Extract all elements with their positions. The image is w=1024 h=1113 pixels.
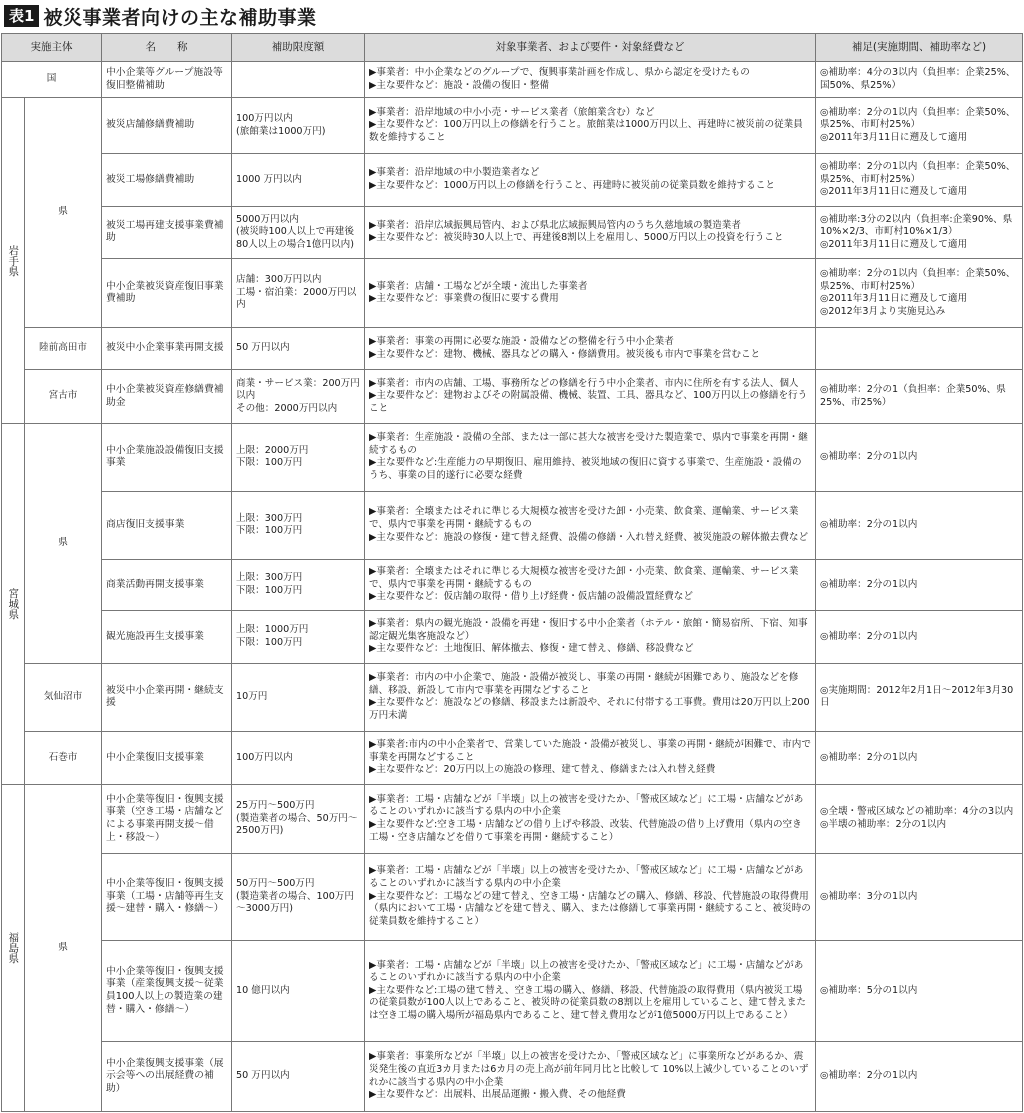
notes-cell bbox=[816, 853, 1023, 940]
details-line: ▶主な要件など：1000万円以上の修繕を行うこと、再建時に被災前の従業員数を維持すること bbox=[369, 179, 775, 191]
table-row bbox=[2, 424, 1023, 492]
program-name-cell: 被災店舗修繕費補助 bbox=[102, 98, 232, 154]
details-cell bbox=[365, 611, 816, 664]
details-cell bbox=[365, 663, 816, 731]
table-row bbox=[2, 853, 1023, 940]
limit-line: 下限：100万円 bbox=[236, 584, 303, 596]
program-name-cell: 中小企業復興支援事業（展示会等への出展経費の補助） bbox=[102, 1042, 232, 1112]
entity-iwate-ken: 県 bbox=[25, 98, 102, 328]
prefecture-iwate: 岩手県 bbox=[2, 98, 25, 424]
details-line: ▶事業者：工場・店舗などが「半壊」以上の被害を受けたか、「警戒区域など」に工場・店舗などがあることのいずれかに該当する県内の中小企業 bbox=[369, 793, 804, 818]
limit-cell bbox=[232, 370, 365, 424]
notes-line: ◎半壊の補助率：2分の1以内 bbox=[820, 819, 947, 831]
notes-cell bbox=[816, 98, 1023, 154]
details-line: ▶事業者：市内の店舗、工場、事務所などの修繕を行う中小企業者、市内に住所を有する法人、個人 bbox=[369, 377, 799, 389]
notes-line: ◎補助率：2分の1（負担率：企業50%、県25%、市25%） bbox=[820, 384, 1006, 408]
notes-line: ◎全壊・警戒区域などの補助率：4分の3以内 bbox=[820, 806, 1014, 818]
program-name-cell: 中小企業被災資産復旧事業費補助 bbox=[102, 259, 232, 328]
entity-rikuzentakata: 陸前高田市 bbox=[25, 328, 102, 370]
table-row bbox=[2, 611, 1023, 664]
details-cell bbox=[365, 98, 816, 154]
limit-line: 上限：300万円 bbox=[236, 572, 303, 584]
header-details: 対象事業者、および要件・対象経費など bbox=[365, 34, 816, 62]
program-name-cell: 観光施設再生支援事業 bbox=[102, 611, 232, 664]
details-line: ▶主な要件など：仮店舗の取得・借り上げ経費・仮店舗の設備設置経費など bbox=[369, 591, 693, 603]
limit-line: 10 億円以内 bbox=[236, 984, 290, 996]
details-line: ▶主な要件など：100万円以上の修繕を行うこと。旅館業は1000万円以上、再建時に被災前の従業員数を維持すること bbox=[369, 119, 803, 144]
details-line: ▶事業者：沿岸地域の中小小売・サービス業者（旅館業含む）など bbox=[369, 106, 655, 118]
details-cell bbox=[365, 328, 816, 370]
header-limit: 補助限度額 bbox=[232, 34, 365, 62]
entity-kuni: 国 bbox=[2, 62, 102, 98]
entity-miyagi-ken: 県 bbox=[25, 424, 102, 664]
notes-line: ◎補助率：2分の1以内（負担率：企業50%、県25%、市町村25%） bbox=[820, 106, 1016, 131]
program-name-cell: 中小企業等復旧・復興支援事業（産業復興支援～従業員100人以上の製造業の建替・購入・修繕～） bbox=[102, 940, 232, 1041]
details-cell bbox=[365, 62, 816, 98]
details-line: ▶事業者：中小企業などのグループで、復興事業計画を作成し、県から認定を受けたもの bbox=[369, 67, 750, 79]
notes-cell bbox=[816, 611, 1023, 664]
program-name-cell: 中小企業等グループ施設等復旧整備補助 bbox=[102, 62, 232, 98]
limit-line: 100万円以内 bbox=[236, 113, 293, 125]
header-notes: 補足(実施期間、補助率など) bbox=[816, 34, 1023, 62]
table-row bbox=[2, 328, 1023, 370]
limit-line: 50 万円以内 bbox=[236, 342, 290, 354]
limit-cell bbox=[232, 559, 365, 611]
table-row bbox=[2, 785, 1023, 854]
details-cell bbox=[365, 785, 816, 854]
details-line: ▶事業者：県内の観光施設・設備を再建・復旧する中小企業者（ホテル・旅館・簡易宿所、下宿、知事認定観光集客施設など） bbox=[369, 618, 808, 642]
notes-cell bbox=[816, 259, 1023, 328]
notes-line: ◎2011年3月11日に遡及して適用 bbox=[820, 132, 968, 144]
notes-cell bbox=[816, 328, 1023, 370]
details-cell bbox=[365, 731, 816, 785]
details-cell bbox=[365, 1042, 816, 1112]
details-cell bbox=[365, 559, 816, 611]
limit-cell bbox=[232, 98, 365, 154]
notes-line: ◎補助率：2分の1以内（負担率：企業50%、県25%、市町村25%） bbox=[820, 267, 1016, 292]
program-name-cell: 被災中小企業事業再開支援 bbox=[102, 328, 232, 370]
notes-line: ◎補助率:3分の2以内（負担率:企業90%、県10%×2/3、市町村10%×1/3） bbox=[820, 213, 1013, 238]
entity-kesennuma: 気仙沼市 bbox=[25, 663, 102, 731]
limit-cell bbox=[232, 491, 365, 559]
limit-line: 50万円～500万円 bbox=[236, 878, 315, 890]
subsidy-table bbox=[1, 33, 1023, 1112]
limit-line: 1000 万円以内 bbox=[236, 173, 302, 185]
details-line: ▶主な要件など：被災時30人以上で、再建後8割以上を雇用し、5000万円以上の投資を行うこと bbox=[369, 232, 784, 244]
notes-cell bbox=[816, 559, 1023, 611]
limit-line: (製造業者の場合、100万円～3000万円) bbox=[236, 890, 354, 915]
limit-line: 10万円 bbox=[236, 690, 268, 702]
program-name-cell: 中小企業等復旧・復興支援事業（工場・店舗等再生支援～建替・購入・修繕～） bbox=[102, 853, 232, 940]
details-line: ▶主な要件など：施設・設備の復旧・整備 bbox=[369, 79, 550, 91]
details-line: ▶事業者：事業の再開に必要な施設・設備などの整備を行う中小企業者 bbox=[369, 336, 674, 348]
limit-line: 25万円～500万円 bbox=[236, 800, 315, 812]
table-row bbox=[2, 491, 1023, 559]
details-line: ▶主な要件など：20万円以上の施設の修理、建て替え、修繕または入れ替え経費 bbox=[369, 764, 716, 776]
notes-line: ◎補助率：2分の1以内 bbox=[820, 630, 918, 642]
details-line: ▶事業者：市内の中小企業で、施設・設備が被災し、事業の再開・継続が困難であり、施設などを修繕、移設、新設して市内で事業を再開などすること bbox=[369, 671, 799, 696]
table-row bbox=[2, 206, 1023, 259]
program-name-cell: 中小企業施設設備復旧支援事業 bbox=[102, 424, 232, 492]
entity-miyako: 宮古市 bbox=[25, 370, 102, 424]
details-cell bbox=[365, 259, 816, 328]
entity-ishinomaki: 石巻市 bbox=[25, 731, 102, 785]
page-title: 被災事業者向けの主な補助事業 bbox=[43, 6, 317, 29]
limit-line: 上限：1000万円 bbox=[236, 624, 309, 636]
limit-cell bbox=[232, 424, 365, 492]
limit-line: 上限：300万円 bbox=[236, 512, 303, 524]
limit-cell bbox=[232, 611, 365, 664]
details-line: ▶主な要件など：施設の修復・建て替え経費、設備の修繕・入れ替え経費、被災施設の解体撤去費など bbox=[369, 531, 809, 543]
limit-cell bbox=[232, 206, 365, 259]
notes-cell bbox=[816, 206, 1023, 259]
limit-line: 下限：100万円 bbox=[236, 525, 303, 537]
details-cell bbox=[365, 424, 816, 492]
table-row bbox=[2, 98, 1023, 154]
limit-cell bbox=[232, 940, 365, 1041]
header-entity: 実施主体 bbox=[2, 34, 102, 62]
program-name-cell: 被災中小企業再開・継続支援 bbox=[102, 663, 232, 731]
notes-line: ◎2012年3月より実施見込み bbox=[820, 305, 946, 317]
table-row bbox=[2, 259, 1023, 328]
notes-cell bbox=[816, 424, 1023, 492]
details-line: ▶主な要件など：建物、機械、器具などの購入・修繕費用。被災後も市内で事業を営むこと bbox=[369, 348, 761, 360]
details-line: ▶事業者：工場・店舗などが「半壊」以上の被害を受けたか、「警戒区域など」に工場・店舗などがあることのいずれかに該当する県内の中小企業 bbox=[369, 959, 804, 984]
notes-line: ◎2011年3月11日に遡及して適用 bbox=[820, 293, 968, 305]
program-name-cell: 商業活動再開支援事業 bbox=[102, 559, 232, 611]
limit-line: (旅館業は1000万円) bbox=[236, 125, 326, 137]
limit-cell bbox=[232, 785, 365, 854]
table-row bbox=[2, 370, 1023, 424]
details-line: ▶主な要件など：建物およびその附属設備、機械、装置、工具、器具など、100万円以上の修繕を行うこと bbox=[369, 390, 808, 415]
notes-line: ◎補助率：5分の1以内 bbox=[820, 984, 918, 996]
table-row bbox=[2, 559, 1023, 611]
limit-cell bbox=[232, 259, 365, 328]
details-line: ▶事業者：沿岸広域振興局管内、および県北広域振興局管内のうち久慈地域の製造業者 bbox=[369, 219, 741, 231]
details-line: ▶事業者：全壊またはそれに準じる大規模な被害を受けた卸・小売業、飲食業、運輸業、サービス業で、県内で事業を再開・継続するもの bbox=[369, 506, 799, 530]
notes-line: ◎2011年3月11日に遡及して適用 bbox=[820, 238, 968, 250]
notes-cell bbox=[816, 62, 1023, 98]
details-cell bbox=[365, 940, 816, 1041]
limit-cell bbox=[232, 328, 365, 370]
program-name-cell: 中小企業復旧支援事業 bbox=[102, 731, 232, 785]
details-line: ▶主な要件など：事業費の復旧に要する費用 bbox=[369, 293, 559, 305]
program-name-cell: 中小企業等復旧・復興支援事業（空き工場・店舗などによる事業再開支援～借上・移設～） bbox=[102, 785, 232, 854]
notes-line: ◎補助率：2分の1以内 bbox=[820, 518, 918, 530]
details-line: ▶主な要件など:空き工場・店舗などの借り上げや移設、改装、代替施設の借り上げ費用（県内の空き工場・空き店舗などを借りて事業を再開・継続すること） bbox=[369, 819, 802, 843]
notes-cell bbox=[816, 491, 1023, 559]
details-line: ▶事業者：店舗・工場などが全壊・流出した事業者 bbox=[369, 280, 588, 292]
table-row bbox=[2, 62, 1023, 98]
notes-cell bbox=[816, 785, 1023, 854]
program-name-cell: 商店復旧支援事業 bbox=[102, 491, 232, 559]
program-name-cell: 被災工場再建支援事業費補助 bbox=[102, 206, 232, 259]
prefecture-miyagi: 宮城県 bbox=[2, 424, 25, 785]
limit-line: 商業・サービス業：200万円以内 bbox=[236, 377, 360, 402]
details-cell bbox=[365, 154, 816, 207]
details-line: ▶主な要件など：土地復旧、解体撤去、修復・建て替え、修繕、移設費など bbox=[369, 643, 694, 655]
limit-cell bbox=[232, 731, 365, 785]
limit-cell bbox=[232, 853, 365, 940]
limit-line: 工場・宿泊業：2000万円以内 bbox=[236, 286, 357, 311]
details-line: ▶主な要件など：施設などの修繕、移設または新設や、それに付帯する工事費。費用は20万円以上200万円未満 bbox=[369, 697, 810, 721]
details-cell bbox=[365, 853, 816, 940]
table-row bbox=[2, 1042, 1023, 1112]
limit-line: (製造業者の場合、50万円～2500万円) bbox=[236, 812, 358, 837]
limit-line: その他：2000万円以内 bbox=[236, 403, 338, 415]
notes-line: ◎補助率：3分の1以内 bbox=[820, 890, 918, 902]
limit-cell bbox=[232, 1042, 365, 1112]
details-line: ▶主な要件など：出展料、出展品運搬・搬入費、その他経費 bbox=[369, 1089, 626, 1101]
entity-fukushima-ken: 県 bbox=[25, 785, 102, 1112]
table-row bbox=[2, 154, 1023, 207]
notes-cell bbox=[816, 731, 1023, 785]
details-line: ▶事業者：生産施設・設備の全部、または一部に甚大な被害を受けた製造業で、県内で事業を再開・継続するもの bbox=[369, 432, 808, 456]
details-cell bbox=[365, 206, 816, 259]
notes-cell bbox=[816, 1042, 1023, 1112]
notes-line: ◎補助率：2分の1以内（負担率：企業50%、県25%、市町村25%） bbox=[820, 160, 1016, 185]
notes-cell bbox=[816, 154, 1023, 207]
details-line: ▶事業者：事業所などが「半壊」以上の被害を受けたか、「警戒区域など」に事業所などがあるか、震災発生後の直近3カ月または6カ月の売上高が前年同月比と比較して 10%以上減少していることのいずれかに該当する県内の中小企業 bbox=[369, 1051, 809, 1088]
limit-line: 下限：100万円 bbox=[236, 457, 303, 469]
notes-cell bbox=[816, 370, 1023, 424]
table-row bbox=[2, 731, 1023, 785]
notes-cell bbox=[816, 940, 1023, 1041]
notes-line: ◎補助率：4分の3以内（負担率：企業25%、国50%、県25%） bbox=[820, 67, 1016, 91]
limit-cell bbox=[232, 154, 365, 207]
notes-line: ◎実施期間：2012年2月1日～2012年3月30日 bbox=[820, 684, 1014, 709]
notes-cell bbox=[816, 663, 1023, 731]
details-cell bbox=[365, 370, 816, 424]
details-line: ▶事業者：工場・店舗などが「半壊」以上の被害を受けたか、「警戒区域など」に工場・店舗などがあることのいずれかに該当する県内の中小企業 bbox=[369, 865, 804, 890]
details-cell bbox=[365, 491, 816, 559]
notes-line: ◎補助率：2分の1以内 bbox=[820, 578, 918, 590]
details-line: ▶主な要件など:生産能力の早期復旧、雇用維持、被災地域の復旧に資する事業で、生産施設・設備のうち、事業の目的遂行に必要な経費 bbox=[369, 457, 802, 482]
table-row bbox=[2, 663, 1023, 731]
details-line: ▶事業者:市内の中小企業者で、営業していた施設・設備が被災し、事業の再開・継続が困難で、市内で事業を再開などすること bbox=[369, 738, 811, 763]
program-name-cell: 中小企業被災資産修繕費補助金 bbox=[102, 370, 232, 424]
details-line: ▶主な要件など:工場の建て替え、空き工場の購入、修繕、移設、代替施設の取得費用（県内被災工場の従業員数が100人以上であること、被災時の従業員数の8割以上を雇用していること、建て替えまたは空き工場の購入場所が福島県内であること、建て替え費用などが1億5000万円以上であること） bbox=[369, 984, 806, 1021]
prefecture-fukushima: 福島県 bbox=[2, 785, 25, 1112]
table-row bbox=[2, 940, 1023, 1041]
limit-cell bbox=[232, 663, 365, 731]
table-header-row bbox=[2, 34, 1023, 62]
notes-line: ◎補助率：2分の1以内 bbox=[820, 751, 918, 763]
limit-line: 下限：100万円 bbox=[236, 637, 303, 648]
limit-line: 上限：2000万円 bbox=[236, 444, 309, 456]
header-name: 名 称 bbox=[102, 34, 232, 62]
limit-line: 50 万円以内 bbox=[236, 1070, 290, 1082]
notes-line: ◎2011年3月11日に遡及して適用 bbox=[820, 186, 968, 198]
details-line: ▶事業者：全壊またはそれに準じる大規模な被害を受けた卸・小売業、飲食業、運輸業、サービス業で、県内で事業を再開・継続するもの bbox=[369, 566, 799, 590]
notes-line: ◎補助率：2分の1以内 bbox=[820, 1070, 918, 1082]
program-name-cell: 被災工場修繕費補助 bbox=[102, 154, 232, 207]
limit-cell bbox=[232, 62, 365, 98]
title-bar bbox=[0, 0, 1024, 32]
title-badge: 表1 bbox=[4, 5, 39, 27]
notes-line: ◎補助率：2分の1以内 bbox=[820, 451, 918, 463]
limit-line: 100万円以内 bbox=[236, 751, 293, 763]
details-line: ▶事業者：沿岸地域の中小製造業者など bbox=[369, 167, 540, 179]
limit-line: 店舗：300万円以内 bbox=[236, 274, 322, 286]
limit-line: 5000万円以内 bbox=[236, 213, 299, 225]
details-line: ▶主な要件など：工場などの建て替え、空き工場・店舗などの購入、修繕、移設、代替施設の取得費用（県内において工場・店舗などを建て替え、購入、または修繕して事業再開・継続すること、被災時の従業員数を維持すること） bbox=[369, 890, 811, 927]
limit-line: (被災時100人以上で再建後80人以上の場合1億円以内) bbox=[236, 226, 354, 250]
